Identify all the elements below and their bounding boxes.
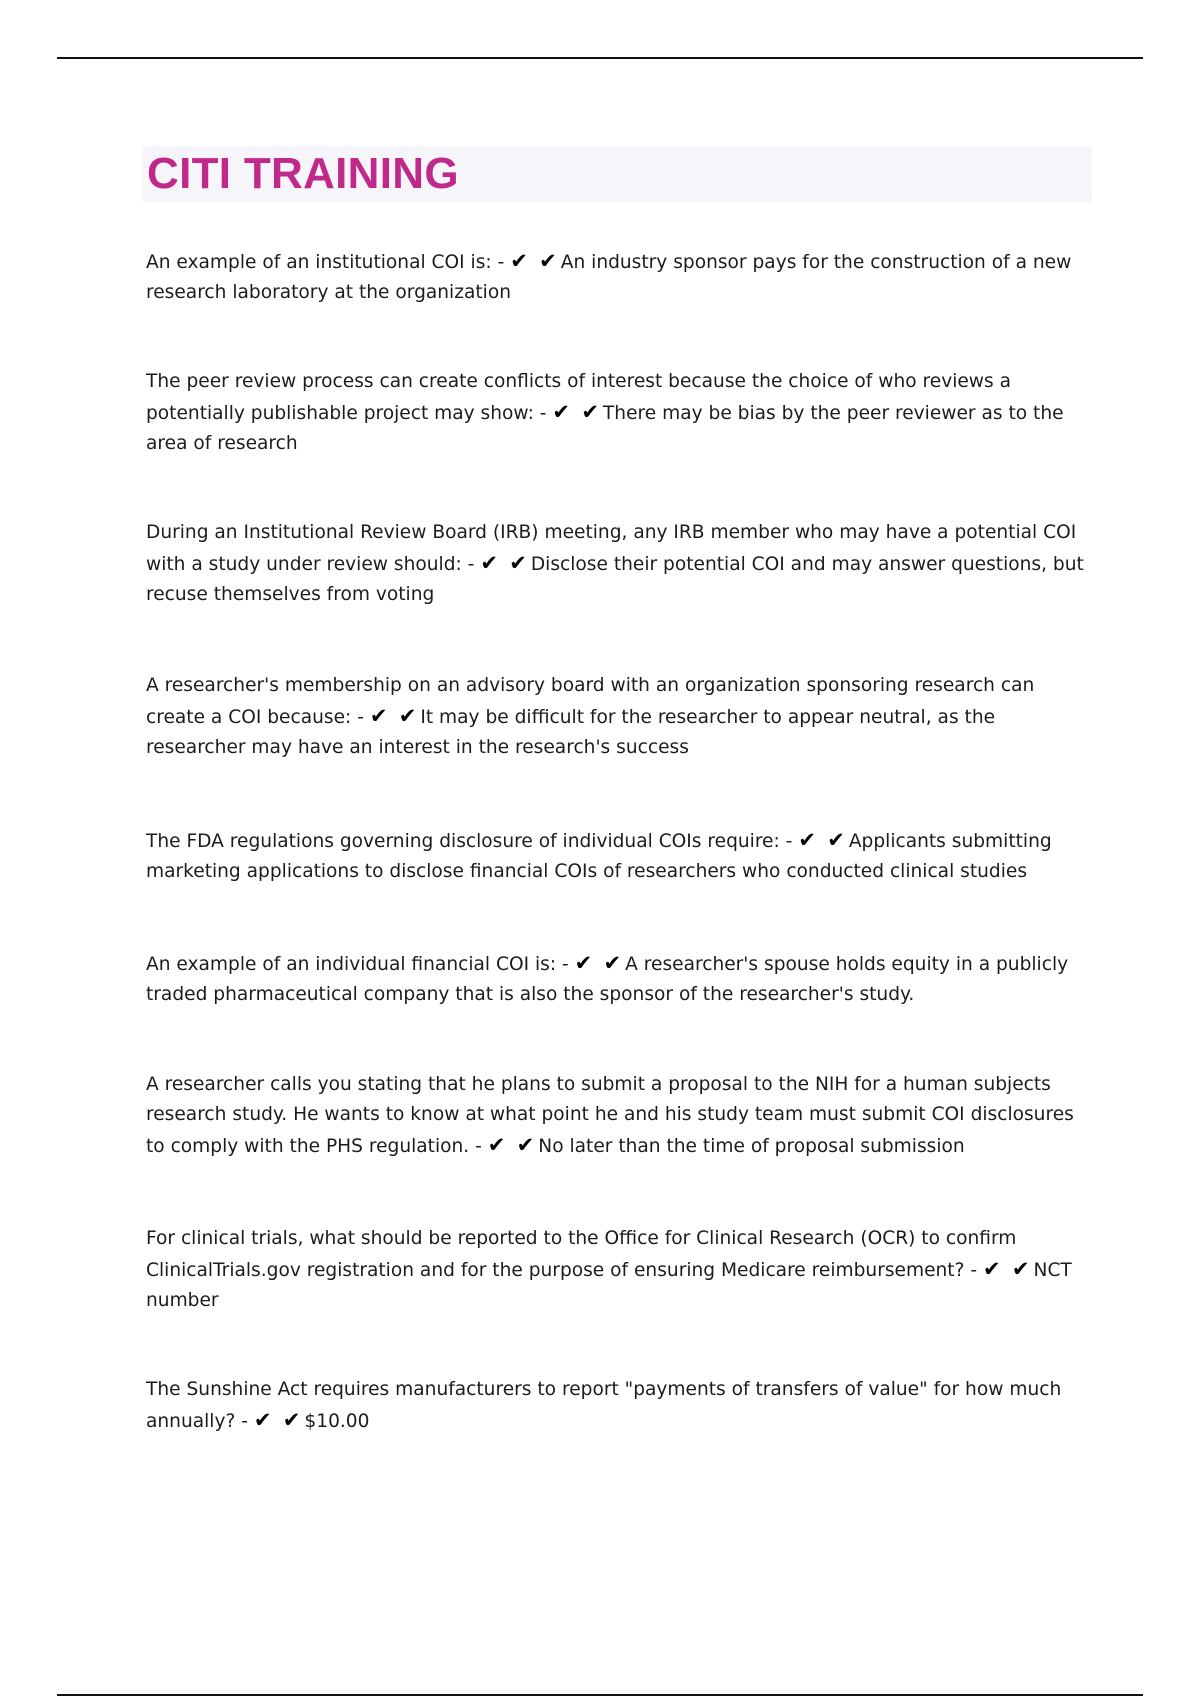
question-text: The FDA regulations governing disclosure of individual COIs require: - xyxy=(146,831,793,852)
qa-item xyxy=(146,1070,1096,1162)
qa-item xyxy=(146,1224,1096,1316)
qa-item xyxy=(146,825,1096,887)
double-check-icon: ✔ ✔ xyxy=(983,1257,1032,1281)
answer-text: No later than the time of proposal submission xyxy=(538,1136,965,1157)
answer-text: An industry sponsor pays for the construction of a new research laboratory at the organization xyxy=(146,252,1072,303)
qa-item xyxy=(146,518,1096,610)
answer-text: NCT number xyxy=(146,1260,1072,1311)
double-check-icon: ✔ ✔ xyxy=(480,551,529,575)
question-text: The Sunshine Act requires manufacturers to report "payments of transfers of value" for how much annually? - xyxy=(146,1379,1062,1432)
double-check-icon: ✔ ✔ xyxy=(487,1133,537,1157)
title-band xyxy=(142,146,1092,202)
question-text: For clinical trials, what should be reported to the Office for Clinical Research (OCR) to confirm ClinicalTrials.gov registration and for the purpose of ensuring Medicare reimbursement? - xyxy=(146,1228,1017,1281)
answer-text: Disclose their potential COI and may answer questions, but recuse themselves from voting xyxy=(146,554,1084,605)
question-text: The peer review process can create conflicts of interest because the choice of who reviews a potentially publishable project may show: - xyxy=(146,371,1012,424)
qa-item xyxy=(146,367,1096,459)
question-text: During an Institutional Review Board (IRB) meeting, any IRB member who may have a potential COI with a study under review should: - xyxy=(146,522,1077,575)
double-check-icon: ✔ ✔ xyxy=(369,704,419,728)
double-check-icon: ✔ ✔ xyxy=(552,400,601,424)
double-check-icon: ✔ ✔ xyxy=(798,828,847,852)
answer-text: $10.00 xyxy=(304,1411,370,1432)
qa-item xyxy=(146,246,1096,308)
bottom-rule xyxy=(57,1694,1143,1696)
answer-text: It may be difficult for the researcher to appear neutral, as the researcher may have an interest in the research's success xyxy=(146,707,996,758)
double-check-icon: ✔ ✔ xyxy=(510,249,559,273)
question-text: A researcher's membership on an advisory board with an organization sponsoring research can create a COI because: - xyxy=(146,675,1035,728)
top-rule xyxy=(57,57,1143,59)
question-text: A researcher calls you stating that he plans to submit a proposal to the NIH for a human subjects research study. He wants to know at what point he and his study team must submit COI disclosures to comply with the PHS regulation. - xyxy=(146,1074,1074,1157)
page-title: CITI TRAINING xyxy=(147,149,459,198)
answer-text: A researcher's spouse holds equity in a publicly traded pharmaceutical company that is also the sponsor of the researcher's study. xyxy=(146,954,1069,1005)
question-text: An example of an institutional COI is: - xyxy=(146,252,505,273)
answer-text: There may be bias by the peer reviewer as to the area of research xyxy=(146,403,1064,454)
qa-item xyxy=(146,948,1096,1010)
qa-item xyxy=(146,671,1096,763)
answer-text: Applicants submitting marketing applications to disclose financial COIs of researchers who conducted clinical studies xyxy=(146,831,1052,882)
qa-item xyxy=(146,1375,1096,1437)
question-text: An example of an individual financial COI is: - xyxy=(146,954,569,975)
double-check-icon: ✔ ✔ xyxy=(253,1408,303,1432)
double-check-icon: ✔ ✔ xyxy=(574,951,624,975)
